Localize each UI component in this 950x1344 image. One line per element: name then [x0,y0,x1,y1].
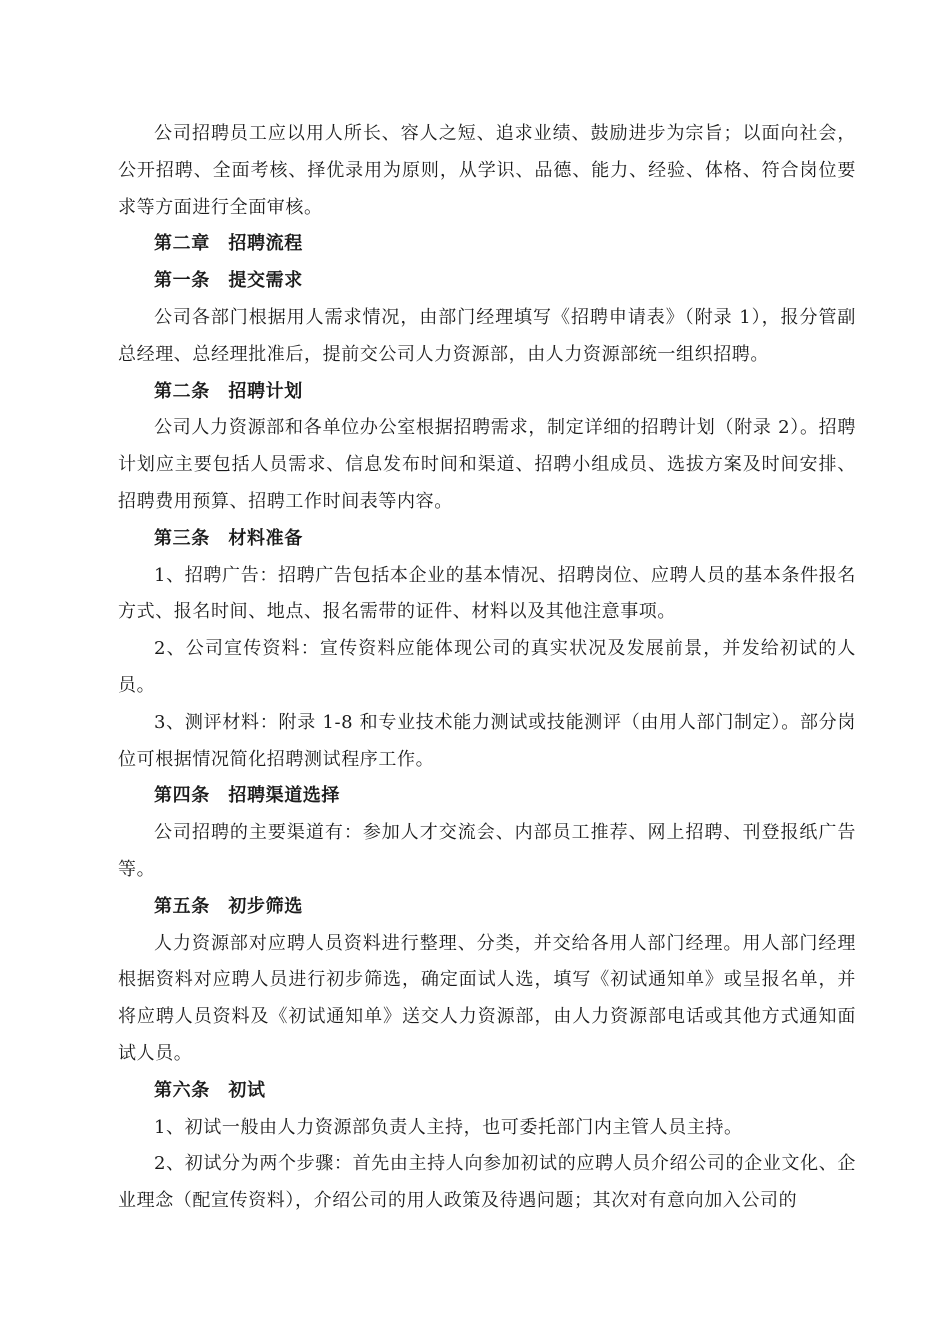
chapter-title: 第二章 招聘流程 [154,233,303,255]
section-5-title: 第五条 初步筛选 [154,895,303,917]
section-1-title: 第一条 提交需求 [154,270,303,292]
section-6-paragraph-1: 1、初试一般由人力资源部负责人主持，也可委托部门内主管人员主持。 [154,1116,743,1138]
section-1-paragraph-1: 公司各部门根据用人需求情况，由部门经理填写《招聘申请表》（附录 1），报分管副总经理、总经理批准后，提前交公司人力资源部，由人力资源部统一组织招聘。 [118,306,856,365]
section-6-title: 第六条 初试 [154,1079,266,1101]
section-3-paragraph-2: 2、公司宣传资料：宣传资料应能体现公司的真实状况及发展前景，并发给初试的人员。 [118,638,856,696]
section-2-title: 第二条 招聘计划 [154,380,303,402]
section-4-title: 第四条 招聘渠道选择 [154,785,340,807]
intro-paragraph: 公司招聘员工应以用人所长、容人之短、追求业绩、鼓励进步为宗旨；以面向社会，公开招聘、全面考核、择优录用为原则，从学识、品德、能力、经验、体格、符合岗位要求等方面进行全面审核。 [118,123,856,218]
document-body [118,116,856,1220]
section-3-paragraph-1: 1、招聘广告：招聘广告包括本企业的基本情况、招聘岗位、应聘人员的基本条件报名方式、报名时间、地点、报名需带的证件、材料以及其他注意事项。 [118,564,856,623]
section-3-paragraph-3: 3、测评材料：附录 1-8 和专业技术能力测试或技能测评（由用人部门制定）。部分岗位可根据情况简化招聘测试程序工作。 [118,711,856,770]
section-2-paragraph-1: 公司人力资源部和各单位办公室根据招聘需求，制定详细的招聘计划（附录 2）。招聘计划应主要包括人员需求、信息发布时间和渠道、招聘小组成员、选拔方案及时间安排、招聘费用预算、招聘工作时间表等内容。 [118,417,856,512]
section-6-paragraph-2: 2、初试分为两个步骤：首先由主持人向参加初试的应聘人员介绍公司的企业文化、企业理念（配宣传资料），介绍公司的用人政策及待遇问题；其次对有意向加入公司的 [118,1153,856,1212]
section-4-paragraph-1: 公司招聘的主要渠道有：参加人才交流会、内部员工推荐、网上招聘、刊登报纸广告等。 [118,822,856,880]
section-3-title: 第三条 材料准备 [154,527,303,549]
section-5-paragraph-1: 人力资源部对应聘人员资料进行整理、分类，并交给各用人部门经理。用人部门经理根据资料对应聘人员进行初步筛选，确定面试人选，填写《初试通知单》或呈报名单，并将应聘人员资料及《初试通知单》送交人力资源部，由人力资源部电话或其他方式通知面试人员。 [118,932,856,1064]
